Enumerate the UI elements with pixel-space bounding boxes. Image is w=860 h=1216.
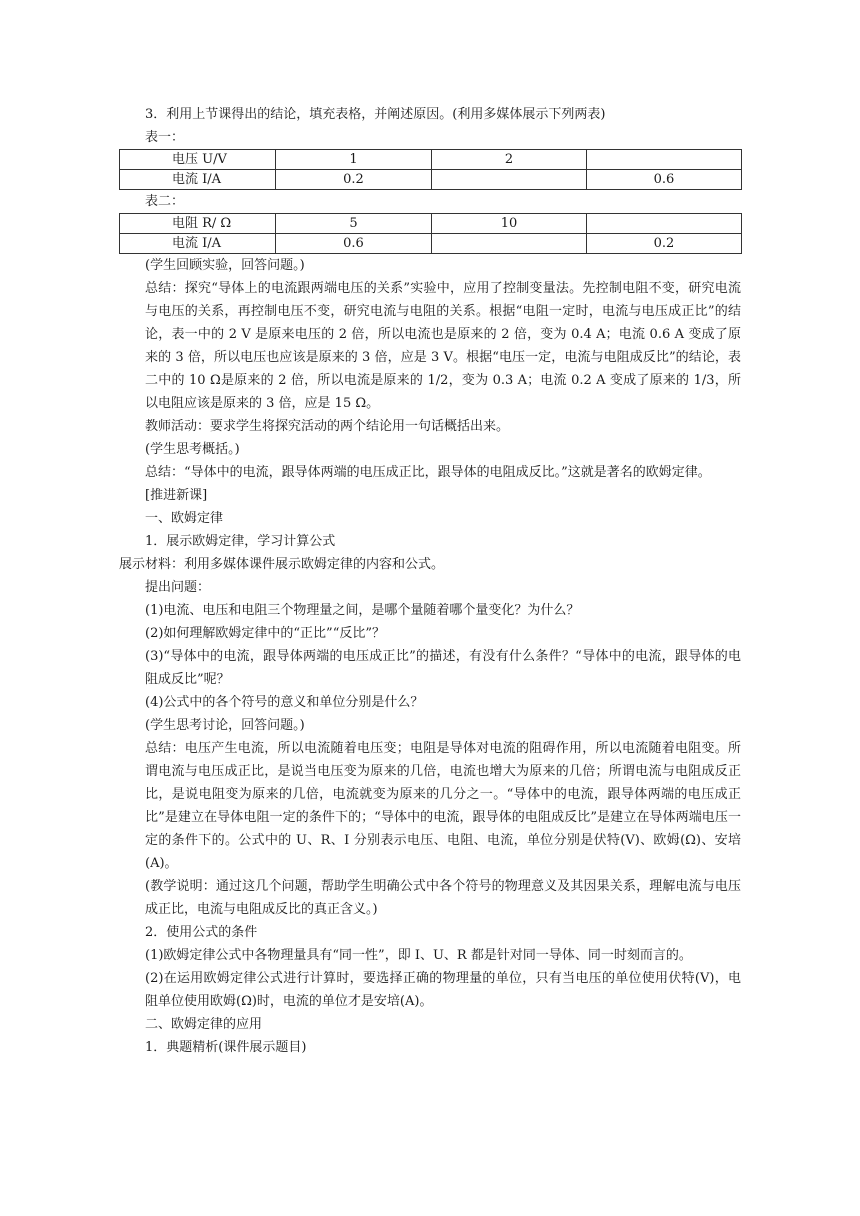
table-cell <box>432 234 587 254</box>
table-cell: 0.2 <box>587 234 742 254</box>
table-cell: 0.6 <box>587 170 742 190</box>
table-row <box>120 234 742 254</box>
section-heading: [推进新课] <box>145 488 208 503</box>
paragraph-line: 教师活动：要求学生将探究活动的两个结论用一句话概括出来。 <box>145 419 510 434</box>
table-row <box>120 150 742 170</box>
question-item: (1)电流、电压和电阻三个物理量之间，是哪个量随着哪个量变化？为什么？ <box>145 603 580 618</box>
paragraph-line: (学生思考讨论，回答问题。) <box>145 718 305 733</box>
paragraph-condition: (1)欧姆定律公式中各物理量具有“同一性”，即 I、U、R 都是针对同一导体、同一时刻而言的。 <box>145 948 692 963</box>
table-cell: 0.2 <box>276 170 432 190</box>
table-cell: 电流 I/A <box>120 234 276 254</box>
table-resistance-current <box>119 213 742 254</box>
paragraph-instruction: 3．利用上节课得出的结论，填充表格，并阐述原因。(利用多媒体展示下列两表) <box>145 107 606 122</box>
table-cell: 电阻 R/ Ω <box>120 214 276 234</box>
paragraph-line: (学生回顾实验，回答问题。) <box>145 258 305 273</box>
table-cell <box>587 214 742 234</box>
subsection-heading: 1．典题精析(课件展示题目) <box>145 1040 307 1055</box>
paragraph-summary: 总结：电压产生电流，所以电流随着电压变；电阻是导体对电流的阻碍作用，所以电流随着电阻变。所谓电流与电压成正比，是说当电压变为原来的几倍，电流也增大为原来的几倍；所谓电流与电阻成反正比，是说电阻变为原来的几倍，电流就变为原来的几分之一。“导体中的电流，跟导体两端的电压成正比”是建立在导体电阻一定的条件下的；“导体中的电流，跟导体的电阻成反比”是建立在导体两端电压一定的条件下的。公式中的 U、R、I 分别表示电压、电阻、电流，单位分别是伏特(V)、欧姆(Ω)、安培(A)。 <box>145 741 741 871</box>
paragraph-summary: 总结：“导体中的电流，跟导体两端的电压成正比，跟导体的电阻成反比。”这就是著名的欧姆定律。 <box>145 465 711 480</box>
table-row <box>120 170 742 190</box>
question-item: (4)公式中的各个符号的意义和单位分别是什么？ <box>145 695 424 710</box>
table-cell: 电压 U/V <box>120 150 276 170</box>
paragraph-note: (教学说明：通过这几个问题，帮助学生明确公式中各个符号的物理意义及其因果关系，理解电流与电压成正比，电流与电阻成反比的真正含义。) <box>145 879 741 917</box>
paragraph-summary: 总结：探究“导体上的电流跟两端电压的关系”实验中，应用了控制变量法。先控制电阻不变，研究电流与电压的关系，再控制电压不变，研究电流与电阻的关系。根据“电阻一定时，电流与电压成正比”的结论，表一中的 2 V 是原来电压的 2 倍，所以电流也是原来的 2 倍，变为 0.4 A；电流 0.6 A 变成了原来的 3 倍，所以电压也应该是原来的 3 倍，应是 3 V。根据“电压一定，电流与电阻成反比”的结论，表二中的 10 Ω是原来的 2 倍，所以电流是原来的 1/2，变为 0.3 A；电流 0.2 A 变成了原来的 1/3，所以电阻应该是原来的 3 倍，应是 15 Ω。 <box>145 281 741 411</box>
table-cell: 10 <box>432 214 587 234</box>
table2-caption: 表二： <box>145 194 185 209</box>
document-content <box>119 103 741 1059</box>
paragraph-line: (学生思考概括。) <box>145 442 240 457</box>
section-heading: 二、欧姆定律的应用 <box>145 1017 263 1032</box>
table-cell: 2 <box>432 150 587 170</box>
table-cell: 1 <box>276 150 432 170</box>
section-heading: 一、欧姆定律 <box>145 511 224 526</box>
subsection-heading: 1．展示欧姆定律，学习计算公式 <box>145 534 336 549</box>
table1-caption: 表一： <box>145 130 185 145</box>
paragraph-condition: (2)在运用欧姆定律公式进行计算时，要选择正确的物理量的单位，只有当电压的单位使用伏特(V)，电阻单位使用欧姆(Ω)时，电流的单位才是安培(A)。 <box>145 971 741 1009</box>
subsection-heading: 2．使用公式的条件 <box>145 925 258 940</box>
table-cell <box>432 170 587 190</box>
question-item: (3)“导体中的电流，跟导体两端的电压成正比”的描述，有没有什么条件？“导体中的电流，跟导体的电阻成反比”呢？ <box>145 649 741 687</box>
table-cell: 电流 I/A <box>120 170 276 190</box>
table-cell <box>587 150 742 170</box>
paragraph-line: 提出问题： <box>145 580 211 595</box>
table-row <box>120 214 742 234</box>
table-voltage-current <box>119 149 742 190</box>
table-cell: 5 <box>276 214 432 234</box>
table-cell: 0.6 <box>276 234 432 254</box>
paragraph-line: 展示材料：利用多媒体课件展示欧姆定律的内容和公式。 <box>119 557 445 572</box>
question-item: (2)如何理解欧姆定律中的“正比”“反比”？ <box>145 626 385 641</box>
